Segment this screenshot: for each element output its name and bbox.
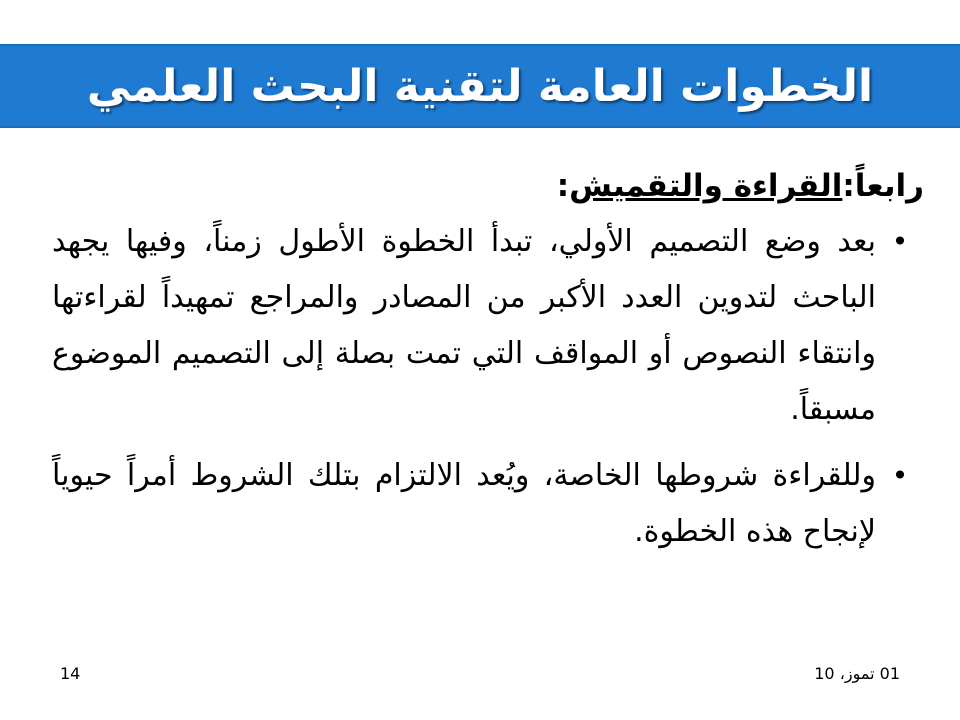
bullet-marker: • [891,459,909,492]
section-heading [52,168,924,204]
slide-content [52,168,924,570]
heading-suffix: : [556,168,570,204]
bullet-item [52,214,924,438]
bullet-text: بعد وضع التصميم الأولي، تبدأ الخطوة الأطول زمناً، وفيها يجهد الباحث لتدوين العدد الأكبر من المصادر والمراجع تمهيداً لقراءتها وانتقاء النصوص أو المواقف التي تمت بصلة إلى التصميم الموضوع مسبقاً. [52,224,876,427]
bullet-item [52,448,924,560]
footer-date: 01 تموز، 10 [814,664,900,683]
heading-prefix: رابعاً: [842,168,924,204]
title-bar [0,44,960,128]
bullet-marker: • [891,225,909,258]
slide-title: الخطوات العامة لتقنية البحث العلمي [86,60,874,112]
bullet-text: وللقراءة شروطها الخاصة، ويُعد الالتزام بتلك الشروط أمراً حيوياً لإنجاح هذه الخطوة. [52,458,876,549]
page-number: 14 [60,664,81,683]
heading-underlined: القراءة والتقميش [569,168,843,204]
